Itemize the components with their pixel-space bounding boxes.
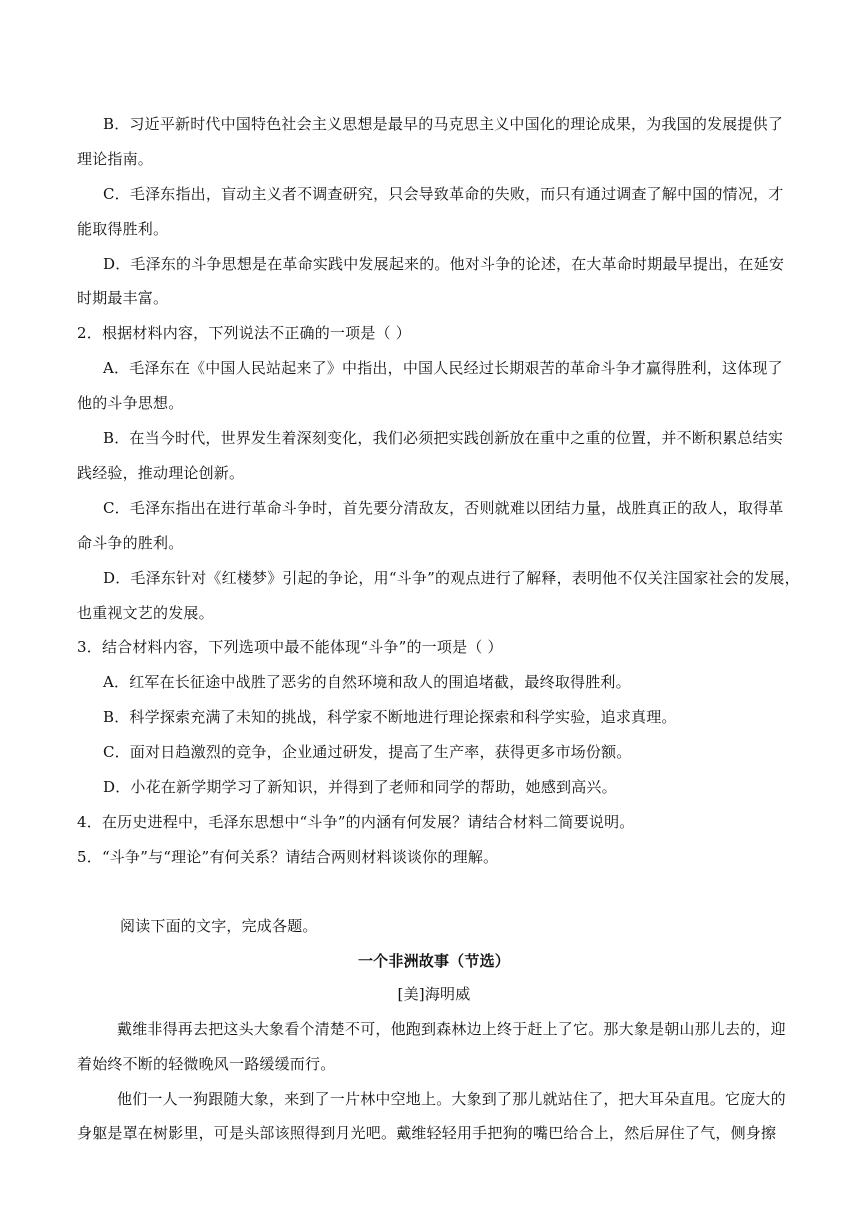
q3-option-d: D．小花在新学期学习了新知识，并得到了老师和同学的帮助，她感到高兴。 [103, 778, 617, 796]
reading-title: 一个非洲故事（节选） [357, 952, 510, 970]
q2-option-b-line2: 践经验，推动理论创新。 [77, 464, 245, 482]
question-3-stem: 3．结合材料内容，下列选项中最不能体现“斗争”的一项是（ ） [77, 638, 503, 656]
question-5: 5．“斗争”与“理论”有何关系？请结合两则材料谈谈你的理解。 [77, 848, 499, 866]
q1-option-b-line1: B．习近平新时代中国特色社会主义思想是最早的马克思主义中国化的理论成果，为我国的发展提供了 [103, 115, 784, 133]
q2-option-a-line2: 他的斗争思想。 [77, 394, 184, 412]
reading-paragraph-2-line2: 身躯是罩在树影里，可是头部该照得到月光吧。戴维轻轻用手把狗的嘴巴给合上，然后屏住了气，侧身擦 [77, 1124, 777, 1142]
q2-option-c-line2: 命斗争的胜利。 [77, 534, 184, 552]
q2-option-c-line1: C．毛泽东指出在进行革命斗争时，首先要分清敌友，否则就难以团结力量，战胜真正的敌人，取得革 [103, 499, 784, 517]
reading-author: [美]海明威 [397, 985, 471, 1003]
q1-option-c-line2: 能取得胜利。 [77, 220, 169, 238]
q3-option-b: B．科学探索充满了未知的挑战，科学家不断地进行理论探索和科学实验，追求真理。 [103, 708, 677, 726]
q2-option-d-line1: D．毛泽东针对《红楼梦》引起的争论，用“斗争”的观点进行了解释，表明他不仅关注国家社会的发展， [103, 569, 800, 587]
q3-option-a: A．红军在长征途中战胜了恶劣的自然环境和敌人的围追堵截，最终取得胜利。 [103, 673, 631, 691]
reading-paragraph-1-line1: 戴维非得再去把这头大象看个清楚不可，他跑到森林边上终于赶上了它。那大象是朝山那儿去的，迎 [117, 1020, 786, 1038]
question-2-stem: 2．根据材料内容，下列说法不正确的一项是（ ） [77, 324, 411, 342]
q1-option-c-line1: C．毛泽东指出，盲动主义者不调查研究，只会导致革命的失败，而只有通过调查了解中国的情况，才 [103, 185, 784, 203]
question-4: 4．在历史进程中，毛泽东思想中“斗争”的内涵有何发展？请结合材料二简要说明。 [77, 813, 635, 831]
reading-paragraph-1-line2: 着始终不断的轻微晚风一路缓缓而行。 [77, 1055, 336, 1073]
q1-option-d-line1: D．毛泽东的斗争思想是在革命实践中发展起来的。他对斗争的论述，在大革命时期最早提出，在延安 [103, 255, 785, 273]
reading-paragraph-2-line1: 他们一人一狗跟随大象，来到了一片林中空地上。大象到了那儿就站住了，把大耳朵直甩。它庞大的 [117, 1090, 786, 1108]
q2-option-b-line1: B．在当今时代，世界发生着深刻变化，我们必须把实践创新放在重中之重的位置，并不断积累总结实 [103, 429, 784, 447]
q1-option-b-line2: 理论指南。 [77, 150, 154, 168]
reading-instruction: 阅读下面的文字，完成各题。 [120, 917, 318, 935]
q1-option-d-line2: 时期最丰富。 [77, 289, 169, 307]
q2-option-d-line2: 也重视文艺的发展。 [77, 604, 214, 622]
q3-option-c: C．面对日趋激烈的竞争，企业通过研发，提高了生产率，获得更多市场份额。 [103, 743, 632, 761]
q2-option-a-line1: A．毛泽东在《中国人民站起来了》中指出，中国人民经过长期艰苦的革命斗争才赢得胜利，这体现了 [103, 359, 783, 377]
